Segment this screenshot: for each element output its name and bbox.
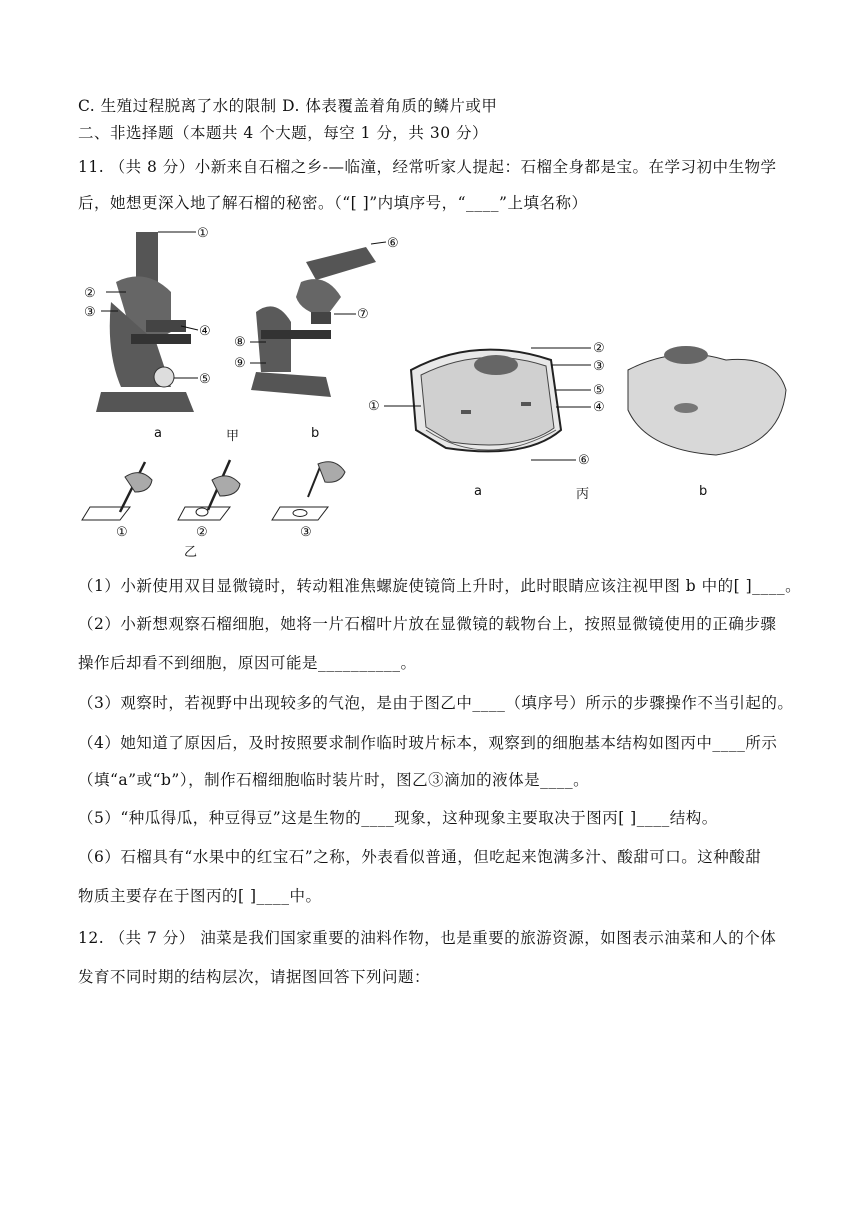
yi-caption: 乙 bbox=[184, 545, 198, 560]
question-11-4a: （4）她知道了原因后，及时按照要求制作临时玻片标本，观察到的细胞基本结构如图丙中____所示 bbox=[78, 734, 778, 752]
microscope-a bbox=[96, 232, 198, 412]
yi-step-3: ③ bbox=[300, 524, 312, 539]
question-12b: 发育不同时期的结构层次，请据图回答下列问题： bbox=[78, 968, 431, 986]
bing-label-1: ① bbox=[368, 398, 380, 413]
yi-step-2: ② bbox=[196, 524, 208, 539]
question-11-intro-cont: 后，她想更深入地了解石榴的秘密。（“[ ]”内填序号，“____”上填名称） bbox=[78, 194, 588, 212]
bing-label-2: ② bbox=[593, 340, 605, 355]
jia-label-8: ⑧ bbox=[234, 334, 246, 349]
question-12a: 12. （共 7 分） 油菜是我们国家重要的油料作物，也是重要的旅游资源，如图表示油菜和人的个体 bbox=[78, 929, 777, 947]
step-2-drawing bbox=[178, 460, 240, 520]
step-3-drawing bbox=[272, 462, 345, 520]
bing-label-6: ⑥ bbox=[578, 452, 590, 467]
jia-sub-b: b bbox=[311, 426, 320, 441]
jia-label-5: ⑤ bbox=[199, 371, 211, 386]
jia-label-1: ① bbox=[197, 225, 209, 240]
bing-sub-b: b bbox=[699, 484, 708, 499]
jia-label-6: ⑥ bbox=[387, 235, 399, 250]
question-11-3: （3）观察时，若视野中出现较多的气泡，是由于图乙中____（填序号）所示的步骤操作不当引起的。 bbox=[78, 694, 794, 712]
yi-step-1: ① bbox=[116, 524, 128, 539]
question-11-6a: （6）石榴具有“水果中的红宝石”之称，外表看似普通，但吃起来饱满多汁、酸甜可口。这种酸甜 bbox=[78, 848, 762, 866]
bing-label-4: ④ bbox=[593, 399, 605, 414]
question-11-2a: （2）小新想观察石榴细胞，她将一片石榴叶片放在显微镜的载物台上，按照显微镜使用的正确步骤 bbox=[78, 615, 777, 633]
plant-cell-a bbox=[384, 348, 591, 460]
jia-label-9: ⑨ bbox=[234, 355, 246, 370]
step-1-drawing bbox=[82, 462, 152, 520]
question-11-6b: 物质主要存在于图丙的[ ]____中。 bbox=[78, 887, 322, 905]
figure-jia-microscopes bbox=[76, 222, 406, 447]
jia-label-4: ④ bbox=[199, 323, 211, 338]
question-11-5: （5）“种瓜得瓜，种豆得豆”这是生物的____现象，这种现象主要取决于图丙[ ]____结构。 bbox=[78, 809, 718, 827]
bing-caption: 丙 bbox=[576, 487, 590, 500]
figure-bing-cells bbox=[366, 330, 796, 500]
jia-label-7: ⑦ bbox=[357, 306, 369, 321]
bing-sub-a: a bbox=[474, 484, 482, 499]
option-c-d-line: C. 生殖过程脱离了水的限制 D. 体表覆盖着角质的鳞片或甲 bbox=[78, 97, 498, 115]
question-11-intro: 11. （共 8 分）小新来自石榴之乡-—临潼，经常听家人提起：石榴全身都是宝。在学习初中生物学 bbox=[78, 158, 777, 176]
section-heading: 二、非选择题（本题共 4 个大题，每空 1 分，共 30 分） bbox=[78, 124, 489, 142]
jia-caption: 甲 bbox=[226, 429, 240, 444]
bing-label-5: ⑤ bbox=[593, 382, 605, 397]
jia-sub-a: a bbox=[154, 426, 162, 441]
figure-yi-steps bbox=[80, 452, 370, 562]
question-11-4b: （填“a”或“b”），制作石榴细胞临时装片时，图乙③滴加的液体是____。 bbox=[78, 771, 590, 789]
question-11-1: （1）小新使用双目显微镜时，转动粗准焦螺旋使镜筒上升时，此时眼睛应该注视甲图 b 中的[ ]____。 bbox=[78, 577, 802, 595]
jia-label-2: ② bbox=[84, 285, 96, 300]
bing-label-3: ③ bbox=[593, 358, 605, 373]
question-11-2b: 操作后却看不到细胞，原因可能是__________。 bbox=[78, 654, 417, 672]
jia-label-3: ③ bbox=[84, 304, 96, 319]
animal-cell-b bbox=[628, 346, 786, 455]
